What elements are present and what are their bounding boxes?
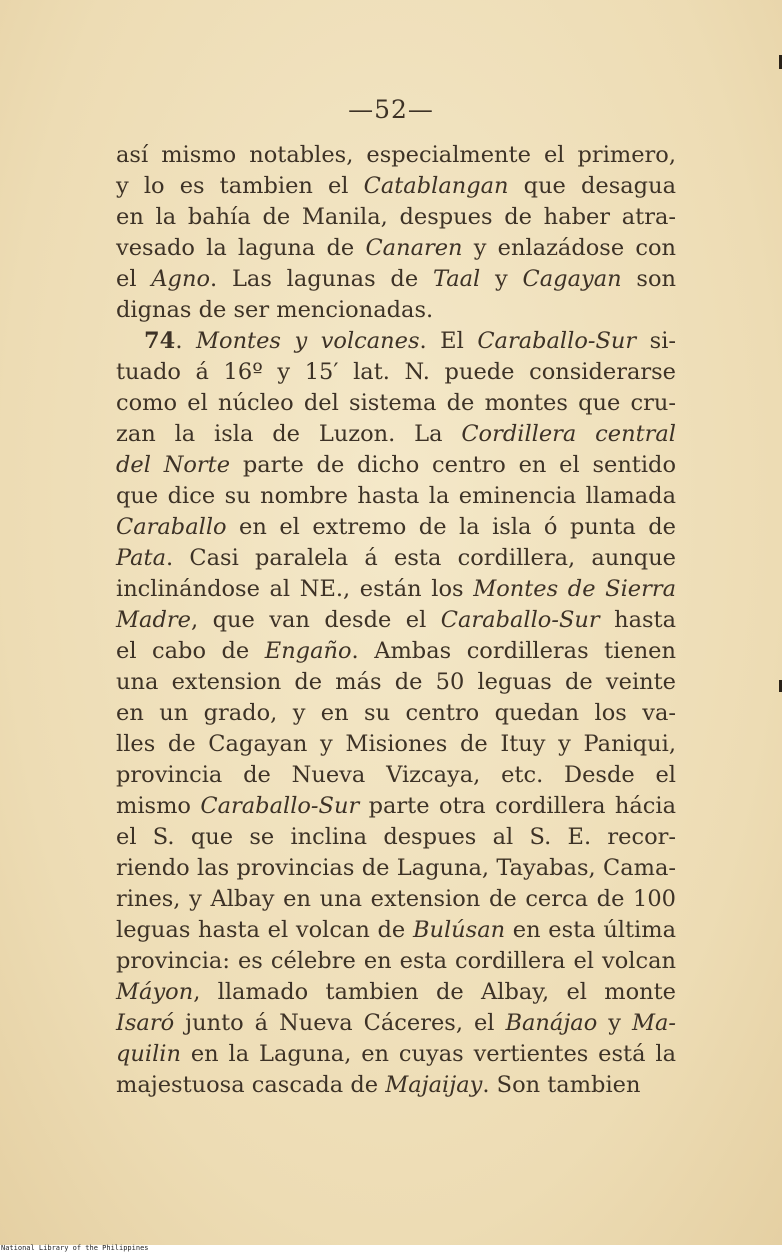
text-line: rines, y Albay en una extension de cerca de 100 (116, 886, 676, 912)
text-line: Isaró junto á Nueva Cáceres, el Banájao y Ma- (116, 1010, 677, 1036)
text-line: como el núcleo del sistema de montes que cru- (116, 390, 676, 416)
text-line: mismo Caraballo-Sur parte otra cordillera hácia (116, 793, 676, 819)
text-line: provincia: es célebre en esta cordillera el volcan (116, 948, 676, 974)
text-line: majestuosa cascada de Majaijay. Son tambien (116, 1072, 641, 1098)
text-line: el cabo de Engaño. Ambas cordilleras tienen (116, 638, 676, 664)
text-line: una extension de más de 50 leguas de veinte (116, 669, 676, 695)
footer-bar (0, 1245, 782, 1253)
body-text (116, 140, 676, 1101)
text-line: Máyon, llamado tambien de Albay, el monte (116, 979, 676, 1005)
text-line: Caraballo en el extremo de la isla ó punta de (116, 514, 676, 540)
text-line: que dice su nombre hasta la eminencia llamada (116, 483, 676, 509)
text-line: del Norte parte de dicho centro en el sentido (116, 452, 676, 478)
text-line: y lo es tambien el Catablangan que desagua (116, 173, 676, 199)
text-line: vesado la laguna de Canaren y enlazádose con (116, 235, 676, 261)
text-line: lles de Cagayan y Misiones de Ituy y Paniqui, (116, 731, 676, 757)
text-line: tuado á 16º y 15′ lat. N. puede considerarse (116, 359, 676, 385)
text-line: Madre, que van desde el Caraballo-Sur hasta (116, 607, 677, 633)
text-line: riendo las provincias de Laguna, Tayabas, Cama- (116, 855, 676, 881)
text-line: el Agno. Las lagunas de Taal y Cagayan son (116, 266, 677, 292)
text-line: en la bahía de Manila, despues de haber atra- (116, 204, 676, 230)
text-line: leguas hasta el volcan de Bulúsan en esta última (116, 917, 676, 943)
text-line: provincia de Nueva Vizcaya, etc. Desde el (116, 762, 676, 788)
text-line: en un grado, y en su centro quedan los va- (116, 700, 676, 726)
text-line: Pata. Casi paralela á esta cordillera, aunque (116, 545, 676, 571)
text-line: zan la isla de Luzon. La Cordillera central (116, 421, 676, 447)
text-line: dignas de ser mencionadas. (116, 297, 434, 323)
text-line: 74. Montes y volcanes. El Caraballo-Sur si- (144, 328, 676, 354)
page-number: —52— (348, 95, 434, 124)
library-credit: National Library of the Philippines (1, 1244, 149, 1252)
text-line: inclinándose al NE., están los Montes de Sierra (116, 576, 677, 602)
text-line: el S. que se inclina despues al S. E. recor- (116, 824, 676, 850)
text-line: así mismo notables, especialmente el primero, (116, 142, 676, 168)
text-line: quilin en la Laguna, en cuyas vertientes está la (116, 1041, 676, 1067)
